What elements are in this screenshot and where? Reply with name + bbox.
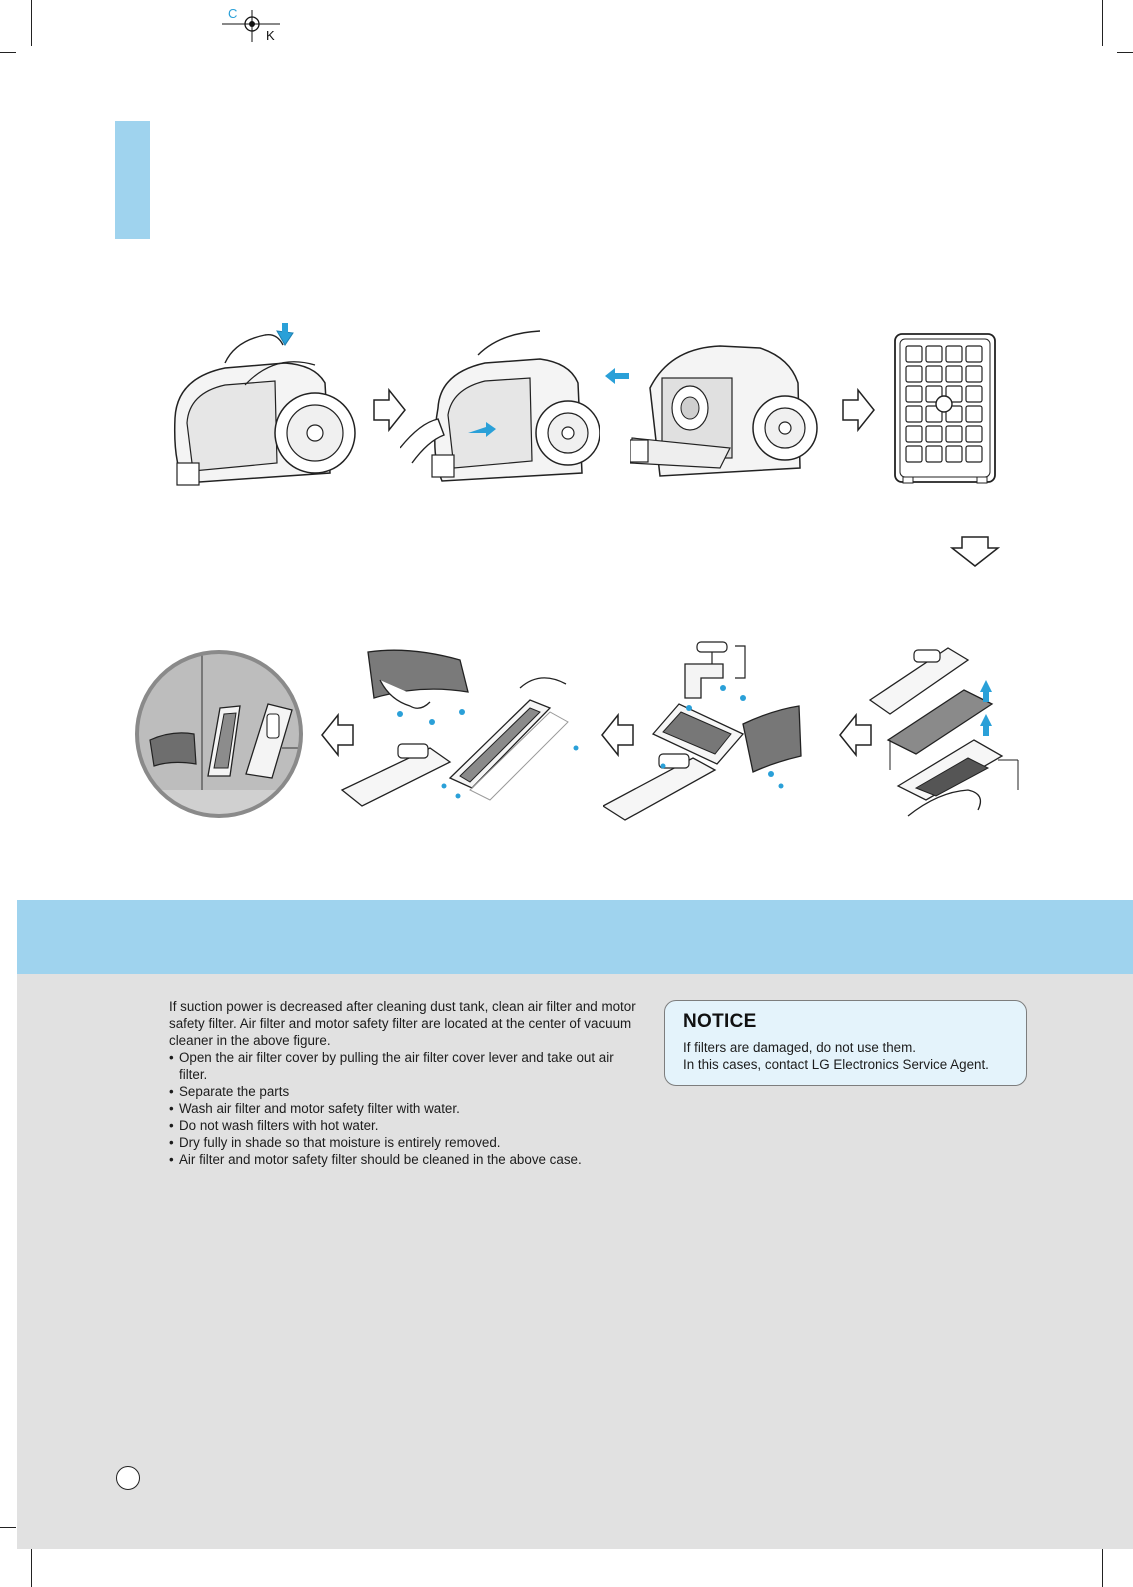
crop-mark	[1102, 0, 1103, 46]
list-item: • Dry fully in shade so that moisture is entirely removed.	[169, 1134, 639, 1151]
remove-dust-tank-illustration	[400, 323, 600, 498]
section-side-tab	[115, 121, 150, 239]
list-item: • Open the air filter cover by pulling the air filter cover lever and take out air filter.	[169, 1049, 639, 1083]
list-item: • Do not wash filters with hot water.	[169, 1117, 639, 1134]
filters-drying-illustration	[132, 648, 306, 820]
shake-filter-illustration	[340, 640, 590, 825]
previous-arrow-icon	[838, 713, 872, 757]
notice-line-2: In this cases, contact LG Electronics Service Agent.	[683, 1057, 989, 1072]
page-number-circle	[116, 1466, 140, 1490]
list-item: • Wash air filter and motor safety filter with water.	[169, 1100, 639, 1117]
press-dust-tank-button-illustration	[165, 323, 365, 498]
instruction-list	[169, 1049, 639, 1168]
registration-c-label: C	[228, 6, 238, 21]
slide-direction-arrow-icon	[605, 368, 629, 384]
next-arrow-icon	[842, 388, 876, 432]
open-filter-cover-illustration	[630, 328, 830, 498]
list-item: • Separate the parts	[169, 1083, 639, 1100]
crop-mark	[1117, 52, 1133, 53]
wash-under-tap-illustration	[603, 638, 843, 823]
crop-mark	[31, 0, 32, 46]
crop-mark	[1102, 1545, 1103, 1587]
down-arrow-icon	[950, 536, 1000, 568]
notice-box	[664, 1000, 1027, 1086]
separate-parts-illustration	[868, 640, 1028, 825]
registration-mark	[222, 8, 282, 44]
filter-cover-grid-illustration	[893, 331, 999, 488]
registration-k-label: K	[266, 28, 275, 43]
notice-line-1: If filters are damaged, do not use them.	[683, 1040, 916, 1055]
notice-title: NOTICE	[683, 1011, 757, 1032]
crop-mark	[0, 52, 16, 53]
instruction-text	[169, 998, 639, 1168]
crop-mark	[0, 1527, 16, 1528]
instruction-intro: If suction power is decreased after cleaning dust tank, clean air filter and motor safety filter. Air filter and motor safety filter are located at the center of vacuum cleaner in the above figure.	[169, 999, 636, 1048]
crop-mark	[31, 1545, 32, 1587]
list-item: • Air filter and motor safety filter should be cleaned in the above case.	[169, 1151, 639, 1168]
section-header-band	[17, 900, 1133, 974]
